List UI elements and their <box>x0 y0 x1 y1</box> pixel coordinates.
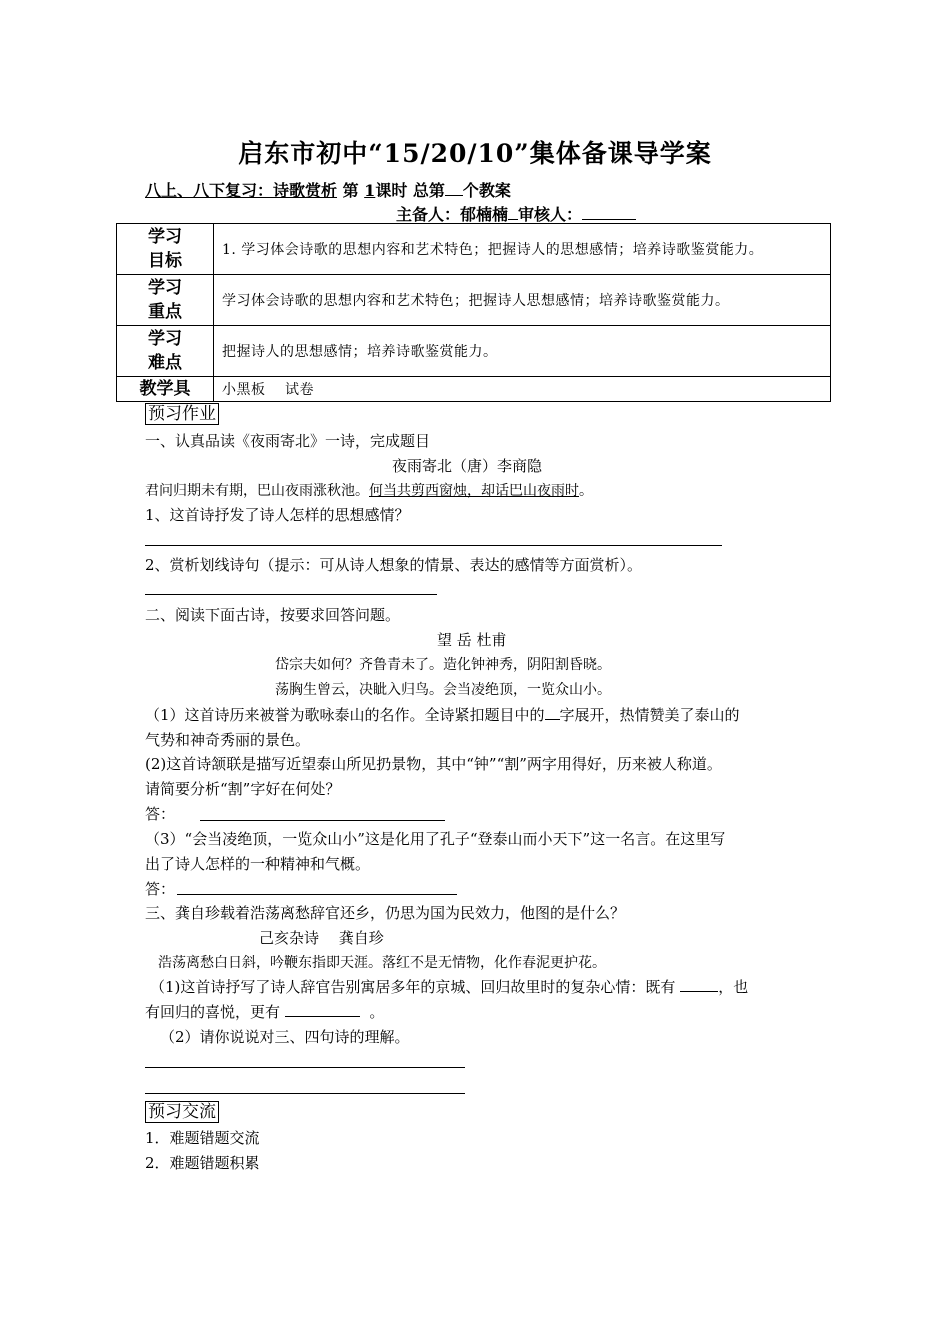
lesson-number: 1 <box>364 181 376 200</box>
question-3-2: （2）请你说说对三、四句诗的理解。 <box>160 1028 410 1046</box>
poem-1-title: 夜雨寄北（唐）李商隐 <box>392 457 543 475</box>
answer-line <box>200 820 445 821</box>
question-2-intro: 二、阅读下面古诗，按要求回答问题。 <box>145 606 401 624</box>
answer-line <box>177 894 457 895</box>
answer-label: 答： <box>145 805 176 823</box>
poem-1-text: 君问归期未有期，巴山夜雨涨秋池。何当共剪西窗烛，却话巴山夜雨时。 <box>145 483 593 499</box>
preparer-name: 郁楠楠 <box>460 205 509 224</box>
course-line: 八上、八下复习：诗歌赏析 第 1课时 总第 个教案 <box>145 181 511 200</box>
poem-2-title: 望 岳 杜甫 <box>437 631 507 649</box>
list-item: 2．难题错题积累 <box>145 1154 260 1172</box>
row-value: 小黑板 试卷 <box>214 377 831 402</box>
objectives-table <box>116 223 831 402</box>
underlined-lines: 何当共剪西窗烛，却话巴山夜雨时 <box>369 483 579 499</box>
row-value: 1. 学习体会诗歌的思想内容和艺术特色；把握诗人的思想感情；培养诗歌鉴赏能力。 <box>214 224 831 275</box>
table-row <box>117 377 831 402</box>
table-row <box>117 326 831 377</box>
poem-3-title: 己亥杂诗 龚自珍 <box>259 929 384 947</box>
question-3-1: （1)这首诗抒写了诗人辞官告别寓居多年的京城、回归故里时的复杂心情：既有 ，也 <box>150 978 749 996</box>
fill-blank <box>285 1002 360 1017</box>
question-1-2: 2、赏析划线诗句（提示：可从诗人想象的情景、表达的感情等方面赏析）。 <box>145 556 643 574</box>
preparer-line: 主备人：郁楠楠 审核人： <box>396 202 636 225</box>
poem-2-line-2: 荡胸生曾云，决眦入归鸟。会当凌绝顶，一览众山小。 <box>275 682 611 698</box>
page-title: 启东市初中“15/20/10”集体备课导学案 <box>238 139 712 168</box>
question-2-3: （3）“会当凌绝顶，一览众山小”这是化用了孔子“登泰山而小天下”这一名言。在这里写 <box>145 830 726 848</box>
question-3-intro: 三、龚自珍载着浩荡离愁辞官还乡，仍思为国为民效力，他图的是什么？ <box>145 904 626 922</box>
row-label: 教学具 <box>117 377 214 402</box>
table-row <box>117 275 831 326</box>
answer-label: 答： <box>145 880 176 898</box>
fill-blank <box>680 977 718 992</box>
fill-blank <box>545 705 560 720</box>
row-label: 学习 难点 <box>117 326 214 377</box>
question-2-2: (2)这首诗颔联是描写近望泰山所见扔景物，其中“钟”“割”两字用得好，历来被人称道。 <box>145 755 722 773</box>
row-value: 学习体会诗歌的思想内容和艺术特色；把握诗人思想感情；培养诗歌鉴赏能力。 <box>214 275 831 326</box>
answer-line <box>145 594 437 595</box>
row-value: 把握诗人的思想感情；培养诗歌鉴赏能力。 <box>214 326 831 377</box>
poem-3-text: 浩荡离愁白日斜，吟鞭东指即天涯。落红不是无情物，化作春泥更护花。 <box>158 955 606 971</box>
course-name: 八上、八下复习：诗歌赏析 <box>145 181 338 200</box>
question-2-1: （1）这首诗历来被誉为歌咏泰山的名作。全诗紧扣题目中的 字展开，热情赞美了泰山的 <box>145 706 740 724</box>
question-1-intro: 一、认真品读《夜雨寄北》一诗，完成题目 <box>145 432 431 450</box>
list-item: 1．难题错题交流 <box>145 1129 260 1147</box>
section-heading-exchange: 预习交流 <box>145 1101 219 1123</box>
section-heading-preview: 预习作业 <box>145 403 219 425</box>
total-blank <box>445 181 463 196</box>
answer-line <box>145 545 722 546</box>
row-label: 学习 目标 <box>117 224 214 275</box>
question-1-1: 1、这首诗抒发了诗人怎样的思想感情？ <box>145 506 410 524</box>
reviewer-blank <box>582 205 636 220</box>
answer-line <box>145 1093 465 1094</box>
row-label: 学习 重点 <box>117 275 214 326</box>
poem-2-line-1: 岱宗夫如何？齐鲁青未了。造化钟神秀，阴阳割昏晓。 <box>275 657 611 673</box>
answer-line <box>145 1067 465 1068</box>
table-row <box>117 224 831 275</box>
